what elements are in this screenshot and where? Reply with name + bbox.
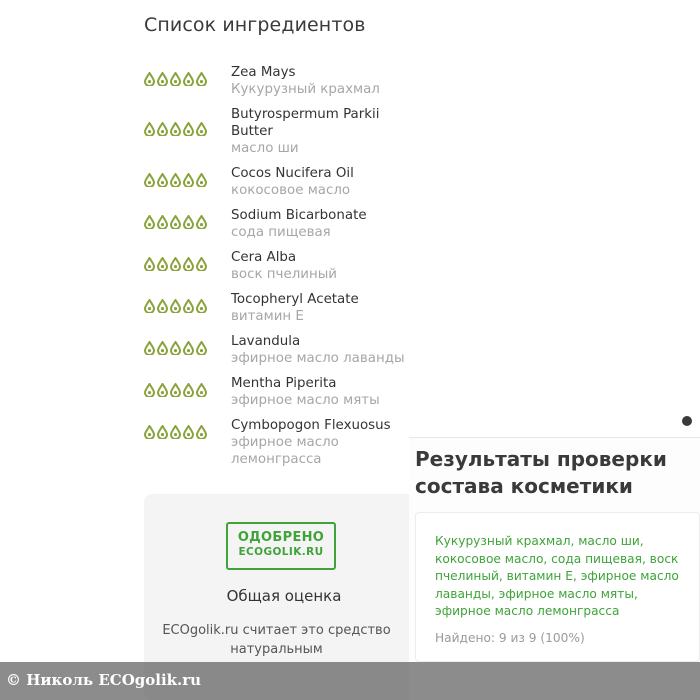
ingredient-name: Cymbopogon Flexuosus (231, 418, 391, 433)
rating-drop-icon (183, 173, 194, 187)
rating-drop-icon (170, 122, 181, 136)
rating-drop-icon (196, 72, 207, 86)
rating-drop-icon (144, 341, 155, 355)
overall-score-description: ECOgolik.ru считает это средство натуральным (162, 623, 391, 657)
ingredient-translation: воск пчелиный (231, 267, 337, 282)
rating-drops (144, 383, 207, 397)
ingredient-translation: эфирное масло лемонграсса (231, 435, 339, 467)
overall-score-label: Общая оценка (226, 587, 342, 605)
rating-drop-icon (170, 383, 181, 397)
ingredient-name: Mentha Piperita (231, 376, 337, 391)
rating-drops (144, 122, 207, 136)
ingredient-translation: масло ши (231, 141, 299, 156)
approved-stamp (226, 522, 336, 570)
rating-drop-icon (144, 72, 155, 86)
rating-drop-icon (196, 173, 207, 187)
rating-drop-icon (196, 299, 207, 313)
rating-drop-icon (170, 299, 181, 313)
rating-drop-icon (144, 299, 155, 313)
ingredient-translation: эфирное масло мяты (231, 393, 380, 408)
leaf-icon (682, 416, 692, 426)
rating-drop-icon (157, 383, 168, 397)
ingredient-name: Zea Mays (231, 65, 296, 80)
result-panel-header-strip (409, 408, 700, 438)
rating-drop-icon (196, 257, 207, 271)
rating-drops (144, 299, 207, 313)
rating-drops (144, 257, 207, 271)
rating-drop-icon (196, 215, 207, 229)
result-found-count: Найдено: 9 из 9 (100%) (435, 631, 585, 645)
rating-drop-icon (170, 341, 181, 355)
rating-drop-icon (183, 425, 194, 439)
rating-drop-icon (183, 299, 194, 313)
rating-drop-icon (183, 257, 194, 271)
rating-drop-icon (144, 383, 155, 397)
rating-drop-icon (157, 299, 168, 313)
rating-drop-icon (157, 173, 168, 187)
rating-drop-icon (196, 122, 207, 136)
ingredient-name: Lavandula (231, 334, 301, 349)
rating-drop-icon (183, 341, 194, 355)
rating-drop-icon (157, 425, 168, 439)
rating-drops (144, 173, 207, 187)
ingredient-translation: сода пищевая (231, 225, 331, 240)
rating-drop-icon (183, 383, 194, 397)
ingredient-name: Cocos Nucifera Oil (231, 166, 354, 181)
ingredient-translation: Кукурузный крахмал (231, 82, 380, 97)
rating-drop-icon (157, 72, 168, 86)
rating-drop-icon (144, 257, 155, 271)
rating-drop-icon (183, 215, 194, 229)
page-title: Список ингредиентов (144, 14, 366, 36)
result-title: Результаты проверки состава косметики (415, 447, 667, 498)
rating-drops (144, 341, 207, 355)
rating-drop-icon (196, 341, 207, 355)
rating-drop-icon (157, 122, 168, 136)
ingredient-translation: эфирное масло лаванды (231, 351, 405, 366)
stamp-site-label: ECOGOLIK.RU (238, 546, 324, 558)
rating-drop-icon (144, 425, 155, 439)
ingredient-name: Sodium Bicarbonate (231, 208, 367, 223)
stamp-approved-label: ОДОБРЕНО (237, 530, 325, 545)
rating-drop-icon (170, 215, 181, 229)
rating-drop-icon (170, 173, 181, 187)
rating-drop-icon (170, 72, 181, 86)
rating-drop-icon (144, 173, 155, 187)
result-box (415, 512, 700, 662)
rating-drops (144, 425, 207, 439)
rating-drop-icon (196, 425, 207, 439)
rating-drop-icon (157, 215, 168, 229)
rating-drop-icon (144, 215, 155, 229)
ingredient-translation: кокосовое масло (231, 183, 351, 198)
watermark-bar (0, 662, 700, 700)
rating-drops (144, 215, 207, 229)
ingredient-translation: витамин Е (231, 309, 304, 324)
ingredient-name: Butyrospermum Parkii Butter (231, 107, 380, 139)
rating-drop-icon (183, 72, 194, 86)
ingredient-name: Tocopheryl Acetate (231, 292, 359, 307)
rating-drop-icon (183, 122, 194, 136)
rating-drop-icon (157, 257, 168, 271)
rating-drop-icon (170, 257, 181, 271)
result-ingredients-summary[interactable]: Кукурузный крахмал, масло ши, кокосовое масло, сода пищевая, воск пчелиный, витамин Е, эфирное масло лаванды, эфирное масло мяты, эфирное масло лемонграсса (435, 534, 679, 619)
rating-drop-icon (196, 383, 207, 397)
rating-drops (144, 72, 207, 86)
rating-drop-icon (157, 341, 168, 355)
rating-drop-icon (144, 122, 155, 136)
watermark-text: © Николь ECOgolik.ru (6, 671, 202, 689)
rating-drop-icon (170, 425, 181, 439)
result-panel (409, 408, 700, 700)
ingredient-name: Cera Alba (231, 250, 297, 265)
